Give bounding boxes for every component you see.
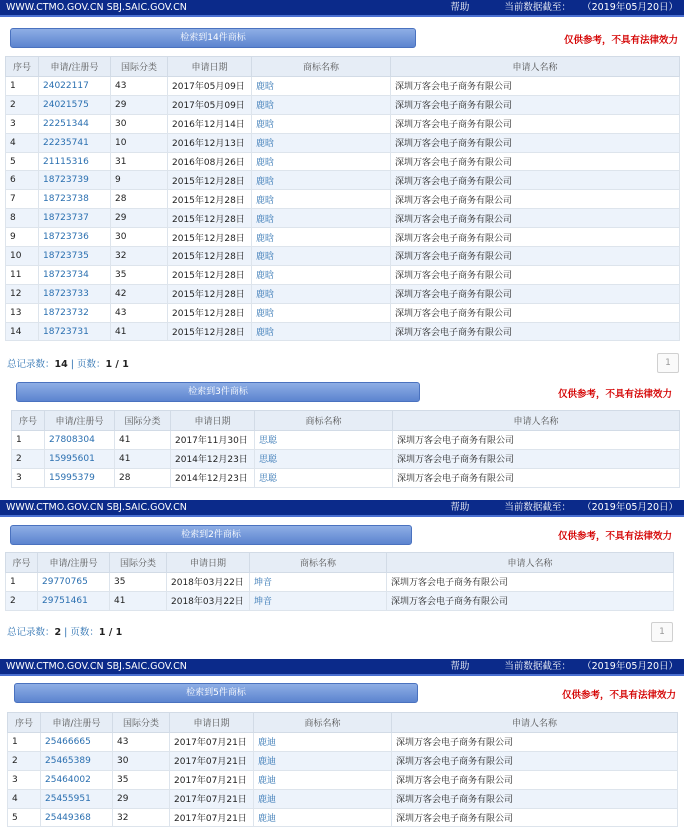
date-cell: 2016年12月14日 bbox=[168, 114, 252, 133]
row-index: 7 bbox=[6, 190, 39, 209]
applicant-cell: 深圳万客会电子商务有限公司 bbox=[391, 190, 680, 209]
row-index: 10 bbox=[6, 247, 39, 266]
class-cell: 29 bbox=[111, 95, 168, 114]
mark-name-link[interactable]: 鹿晗 bbox=[252, 322, 391, 341]
applicant-cell: 深圳万客会电子商务有限公司 bbox=[393, 449, 680, 468]
class-cell: 43 bbox=[111, 303, 168, 322]
mark-name-link[interactable]: 坤音 bbox=[250, 573, 387, 592]
table-header bbox=[6, 57, 680, 77]
mark-name-link[interactable]: 鹿晗 bbox=[252, 133, 391, 152]
reg-number-link[interactable]: 21115316 bbox=[39, 152, 111, 171]
class-cell: 35 bbox=[113, 770, 170, 789]
date-cell: 2018年03月22日 bbox=[167, 573, 250, 592]
date-cell: 2017年07月21日 bbox=[170, 808, 254, 827]
col-class: 国际分类 bbox=[111, 57, 168, 77]
reg-number-link[interactable]: 15995601 bbox=[45, 449, 115, 468]
col-mark-name: 商标名称 bbox=[252, 57, 391, 77]
applicant-cell: 深圳万客会电子商务有限公司 bbox=[392, 733, 678, 752]
help-link[interactable]: 帮助 bbox=[450, 502, 470, 513]
result-count-banner: 检索到2件商标 bbox=[10, 525, 412, 545]
applicant-cell: 深圳万客会电子商务有限公司 bbox=[392, 751, 678, 770]
pagination-summary: 总记录数：2 | 页数：1 / 1 bbox=[7, 627, 123, 638]
result-count-banner: 检索到14件商标 bbox=[10, 28, 416, 48]
class-cell: 43 bbox=[111, 77, 168, 96]
row-index: 2 bbox=[12, 449, 45, 468]
disclaimer: 仅供参考，不具有法律效力 bbox=[563, 35, 678, 46]
help-link[interactable]: 帮助 bbox=[450, 2, 470, 13]
table-row bbox=[6, 133, 680, 152]
table-row bbox=[6, 95, 680, 114]
reg-number-link[interactable]: 24022117 bbox=[39, 77, 111, 96]
class-cell: 28 bbox=[111, 190, 168, 209]
row-index: 12 bbox=[6, 284, 39, 303]
site-header: WWW.CTMO.GOV.CN SBJ.SAIC.GOV.CN 帮助 当前数据截至： （2019年05月20日） bbox=[0, 500, 684, 517]
total-count: 14 bbox=[54, 359, 68, 370]
page-count: 1 / 1 bbox=[105, 359, 129, 370]
date-cell: 2015年12月28日 bbox=[168, 303, 252, 322]
applicant-cell: 深圳万客会电子商务有限公司 bbox=[391, 114, 680, 133]
mark-name-link[interactable]: 鹿晗 bbox=[252, 171, 391, 190]
disclaimer: 仅供参考，不具有法律效力 bbox=[557, 531, 672, 542]
class-cell: 35 bbox=[111, 265, 168, 284]
row-index: 2 bbox=[8, 751, 41, 770]
table-row bbox=[6, 77, 680, 96]
table-row bbox=[12, 468, 680, 487]
class-cell: 41 bbox=[115, 449, 171, 468]
row-index: 4 bbox=[8, 789, 41, 808]
mark-name-link[interactable]: 鹿晗 bbox=[252, 209, 391, 228]
mark-name-link[interactable]: 鹿迪 bbox=[254, 770, 392, 789]
date-cell: 2017年07月21日 bbox=[170, 789, 254, 808]
reg-number-link[interactable]: 18723739 bbox=[39, 171, 111, 190]
reg-number-link[interactable]: 25449368 bbox=[41, 808, 113, 827]
date-cell: 2015年12月28日 bbox=[168, 228, 252, 247]
reg-number-link[interactable]: 25455951 bbox=[41, 789, 113, 808]
row-index: 1 bbox=[8, 733, 41, 752]
class-cell: 30 bbox=[113, 751, 170, 770]
applicant-cell: 深圳万客会电子商务有限公司 bbox=[391, 171, 680, 190]
applicant-cell: 深圳万客会电子商务有限公司 bbox=[391, 77, 680, 96]
table-row bbox=[8, 733, 678, 752]
applicant-cell: 深圳万客会电子商务有限公司 bbox=[392, 808, 678, 827]
date-cell: 2015年12月28日 bbox=[168, 171, 252, 190]
disclaimer: 仅供参考，不具有法律效力 bbox=[557, 389, 672, 400]
screenshot-1 bbox=[0, 0, 684, 372]
reg-number-link[interactable]: 18723732 bbox=[39, 303, 111, 322]
date-cell: 2017年07月21日 bbox=[170, 733, 254, 752]
mark-name-link[interactable]: 思聪 bbox=[255, 449, 393, 468]
total-count: 2 bbox=[54, 627, 62, 638]
col-reg-no: 申请/注册号 bbox=[39, 57, 111, 77]
reg-number-link[interactable]: 22235741 bbox=[39, 133, 111, 152]
table-row bbox=[6, 284, 680, 303]
date-cell: 2015年12月28日 bbox=[168, 322, 252, 341]
table-row bbox=[12, 449, 680, 468]
date-cell: 2017年05月09日 bbox=[168, 77, 252, 96]
date-cell: 2015年12月28日 bbox=[168, 284, 252, 303]
reg-number-link[interactable]: 18723734 bbox=[39, 265, 111, 284]
mark-name-link[interactable]: 鹿晗 bbox=[252, 303, 391, 322]
reg-number-link[interactable]: 25465389 bbox=[41, 751, 113, 770]
reg-number-link[interactable]: 18723731 bbox=[39, 322, 111, 341]
site-header bbox=[0, 0, 684, 17]
table-row bbox=[6, 190, 680, 209]
page-count: 1 / 1 bbox=[98, 627, 123, 638]
date-cell: 2017年07月21日 bbox=[170, 770, 254, 789]
row-index: 9 bbox=[6, 228, 39, 247]
date-cell: 2015年12月28日 bbox=[168, 265, 252, 284]
class-cell: 29 bbox=[111, 209, 168, 228]
table-row bbox=[6, 209, 680, 228]
class-cell: 9 bbox=[111, 171, 168, 190]
screenshot-4 bbox=[0, 659, 684, 827]
applicant-cell: 深圳万客会电子商务有限公司 bbox=[393, 431, 680, 450]
date-cell: 2016年12月13日 bbox=[168, 133, 252, 152]
table-row bbox=[6, 228, 680, 247]
class-cell: 10 bbox=[111, 133, 168, 152]
trademark-table bbox=[7, 712, 678, 827]
mark-name-link[interactable]: 思聪 bbox=[255, 468, 393, 487]
mark-name-link[interactable]: 鹿迪 bbox=[254, 789, 392, 808]
mark-name-link[interactable]: 鹿晗 bbox=[252, 152, 391, 171]
reg-number-link[interactable]: 18723738 bbox=[39, 190, 111, 209]
date-cell: 2018年03月22日 bbox=[167, 591, 250, 610]
row-index: 1 bbox=[6, 77, 39, 96]
table-row bbox=[6, 152, 680, 171]
data-as-of-value: （2019年05月20日） bbox=[586, 2, 678, 13]
table-row bbox=[6, 171, 680, 190]
mark-name-link[interactable]: 鹿晗 bbox=[252, 265, 391, 284]
row-index: 1 bbox=[12, 431, 45, 450]
reg-number-link[interactable]: 29770765 bbox=[38, 573, 110, 592]
table-header: 序号 申请/注册号 国际分类 申请日期 商标名称 申请人名称 bbox=[8, 713, 678, 733]
table-row bbox=[6, 247, 680, 266]
applicant-cell: 深圳万客会电子商务有限公司 bbox=[391, 247, 680, 266]
row-index: 3 bbox=[12, 468, 45, 487]
class-cell: 30 bbox=[111, 114, 168, 133]
applicant-cell: 深圳万客会电子商务有限公司 bbox=[392, 770, 678, 789]
class-cell: 41 bbox=[110, 591, 167, 610]
mark-name-link[interactable]: 坤音 bbox=[250, 591, 387, 610]
col-date: 申请日期 bbox=[168, 57, 252, 77]
reg-number-link[interactable]: 25466665 bbox=[41, 733, 113, 752]
mark-name-link[interactable]: 鹿迪 bbox=[254, 808, 392, 827]
mark-name-link[interactable]: 思聪 bbox=[255, 431, 393, 450]
applicant-cell: 深圳万客会电子商务有限公司 bbox=[391, 95, 680, 114]
applicant-cell: 深圳万客会电子商务有限公司 bbox=[391, 284, 680, 303]
trademark-table bbox=[11, 410, 680, 488]
data-as-of-label: 当前数据截至： bbox=[504, 2, 571, 13]
class-cell: 41 bbox=[111, 322, 168, 341]
row-index: 6 bbox=[6, 171, 39, 190]
row-index: 2 bbox=[6, 591, 38, 610]
class-cell: 32 bbox=[113, 808, 170, 827]
mark-name-link[interactable]: 鹿晗 bbox=[252, 247, 391, 266]
row-index: 5 bbox=[8, 808, 41, 827]
trademark-table bbox=[5, 552, 674, 611]
result-count-banner: 检索到3件商标 bbox=[16, 382, 420, 402]
reg-number-link[interactable]: 18723736 bbox=[39, 228, 111, 247]
applicant-cell: 深圳万客会电子商务有限公司 bbox=[391, 228, 680, 247]
screenshot-2 bbox=[0, 376, 684, 486]
col-applicant: 申请人名称 bbox=[391, 57, 680, 77]
applicant-cell: 深圳万客会电子商务有限公司 bbox=[387, 591, 674, 610]
trademark-table bbox=[5, 56, 680, 341]
date-cell: 2017年07月21日 bbox=[170, 751, 254, 770]
mark-name-link[interactable]: 鹿晗 bbox=[252, 114, 391, 133]
col-index: 序号 bbox=[6, 57, 39, 77]
reg-number-link[interactable]: 18723735 bbox=[39, 247, 111, 266]
table-row bbox=[8, 789, 678, 808]
reg-number-link[interactable]: 24021575 bbox=[39, 95, 111, 114]
date-cell: 2014年12月23日 bbox=[171, 449, 255, 468]
table-row bbox=[8, 808, 678, 827]
class-cell: 41 bbox=[115, 431, 171, 450]
table-row bbox=[8, 770, 678, 789]
screenshot-3 bbox=[0, 500, 684, 645]
table-header: 序号 申请/注册号 国际分类 申请日期 商标名称 申请人名称 bbox=[6, 553, 674, 573]
applicant-cell: 深圳万客会电子商务有限公司 bbox=[391, 265, 680, 284]
class-cell: 35 bbox=[110, 573, 167, 592]
row-index: 14 bbox=[6, 322, 39, 341]
row-index: 4 bbox=[6, 133, 39, 152]
reg-number-link[interactable]: 15995379 bbox=[45, 468, 115, 487]
date-cell: 2014年12月23日 bbox=[171, 468, 255, 487]
reg-number-link[interactable]: 27808304 bbox=[45, 431, 115, 450]
applicant-cell: 深圳万客会电子商务有限公司 bbox=[391, 209, 680, 228]
disclaimer: 仅供参考，不具有法律效力 bbox=[561, 690, 676, 701]
table-header: 序号 申请/注册号 国际分类 申请日期 商标名称 申请人名称 bbox=[12, 411, 680, 431]
reg-number-link[interactable]: 29751461 bbox=[38, 591, 110, 610]
reg-number-link[interactable]: 25464002 bbox=[41, 770, 113, 789]
date-cell: 2016年08月26日 bbox=[168, 152, 252, 171]
reg-number-link[interactable]: 18723733 bbox=[39, 284, 111, 303]
table-row bbox=[6, 265, 680, 284]
mark-name-link[interactable]: 鹿迪 bbox=[254, 733, 392, 752]
applicant-cell: 深圳万客会电子商务有限公司 bbox=[392, 789, 678, 808]
row-index: 1 bbox=[6, 573, 38, 592]
row-index: 5 bbox=[6, 152, 39, 171]
table-row bbox=[12, 431, 680, 450]
site-url: WWW.CTMO.GOV.CN SBJ.SAIC.GOV.CN bbox=[6, 502, 187, 513]
class-cell: 32 bbox=[111, 247, 168, 266]
applicant-cell: 深圳万客会电子商务有限公司 bbox=[393, 468, 680, 487]
class-cell: 28 bbox=[115, 468, 171, 487]
page-1-button[interactable]: 1 bbox=[651, 622, 673, 642]
applicant-cell: 深圳万客会电子商务有限公司 bbox=[387, 573, 674, 592]
row-index: 3 bbox=[6, 114, 39, 133]
applicant-cell: 深圳万客会电子商务有限公司 bbox=[391, 152, 680, 171]
date-cell: 2017年05月09日 bbox=[168, 95, 252, 114]
table-row bbox=[6, 573, 674, 592]
class-cell: 30 bbox=[111, 228, 168, 247]
applicant-cell: 深圳万客会电子商务有限公司 bbox=[391, 133, 680, 152]
site-url: WWW.CTMO.GOV.CN SBJ.SAIC.GOV.CN bbox=[6, 661, 187, 672]
class-cell: 29 bbox=[113, 789, 170, 808]
row-index: 3 bbox=[8, 770, 41, 789]
mark-name-link[interactable]: 鹿晗 bbox=[252, 77, 391, 96]
date-cell: 2015年12月28日 bbox=[168, 190, 252, 209]
site-url: WWW.CTMO.GOV.CN SBJ.SAIC.GOV.CN bbox=[6, 2, 187, 13]
mark-name-link[interactable]: 鹿迪 bbox=[254, 751, 392, 770]
applicant-cell: 深圳万客会电子商务有限公司 bbox=[391, 322, 680, 341]
row-index: 2 bbox=[6, 95, 39, 114]
reg-number-link[interactable]: 18723737 bbox=[39, 209, 111, 228]
date-cell: 2017年11月30日 bbox=[171, 431, 255, 450]
date-cell: 2015年12月28日 bbox=[168, 247, 252, 266]
mark-name-link[interactable]: 鹿晗 bbox=[252, 190, 391, 209]
pagination-summary: 总记录数：14 | 页数：1 / 1 bbox=[7, 359, 129, 370]
row-index: 13 bbox=[6, 303, 39, 322]
row-index: 8 bbox=[6, 209, 39, 228]
table-row bbox=[6, 114, 680, 133]
applicant-cell: 深圳万客会电子商务有限公司 bbox=[391, 303, 680, 322]
table-row bbox=[6, 322, 680, 341]
table-row bbox=[6, 303, 680, 322]
mark-name-link[interactable]: 鹿晗 bbox=[252, 228, 391, 247]
table-row bbox=[6, 591, 674, 610]
class-cell: 42 bbox=[111, 284, 168, 303]
result-count-banner: 检索到5件商标 bbox=[14, 683, 418, 703]
reg-number-link[interactable]: 22251344 bbox=[39, 114, 111, 133]
date-cell: 2015年12月28日 bbox=[168, 209, 252, 228]
mark-name-link[interactable]: 鹿晗 bbox=[252, 95, 391, 114]
mark-name-link[interactable]: 鹿晗 bbox=[252, 284, 391, 303]
table-row bbox=[8, 751, 678, 770]
help-link[interactable]: 帮助 bbox=[450, 661, 470, 672]
class-cell: 43 bbox=[113, 733, 170, 752]
row-index: 11 bbox=[6, 265, 39, 284]
site-header: WWW.CTMO.GOV.CN SBJ.SAIC.GOV.CN 帮助 当前数据截至： （2019年05月20日） bbox=[0, 659, 684, 676]
page-1-button[interactable]: 1 bbox=[657, 353, 679, 373]
class-cell: 31 bbox=[111, 152, 168, 171]
